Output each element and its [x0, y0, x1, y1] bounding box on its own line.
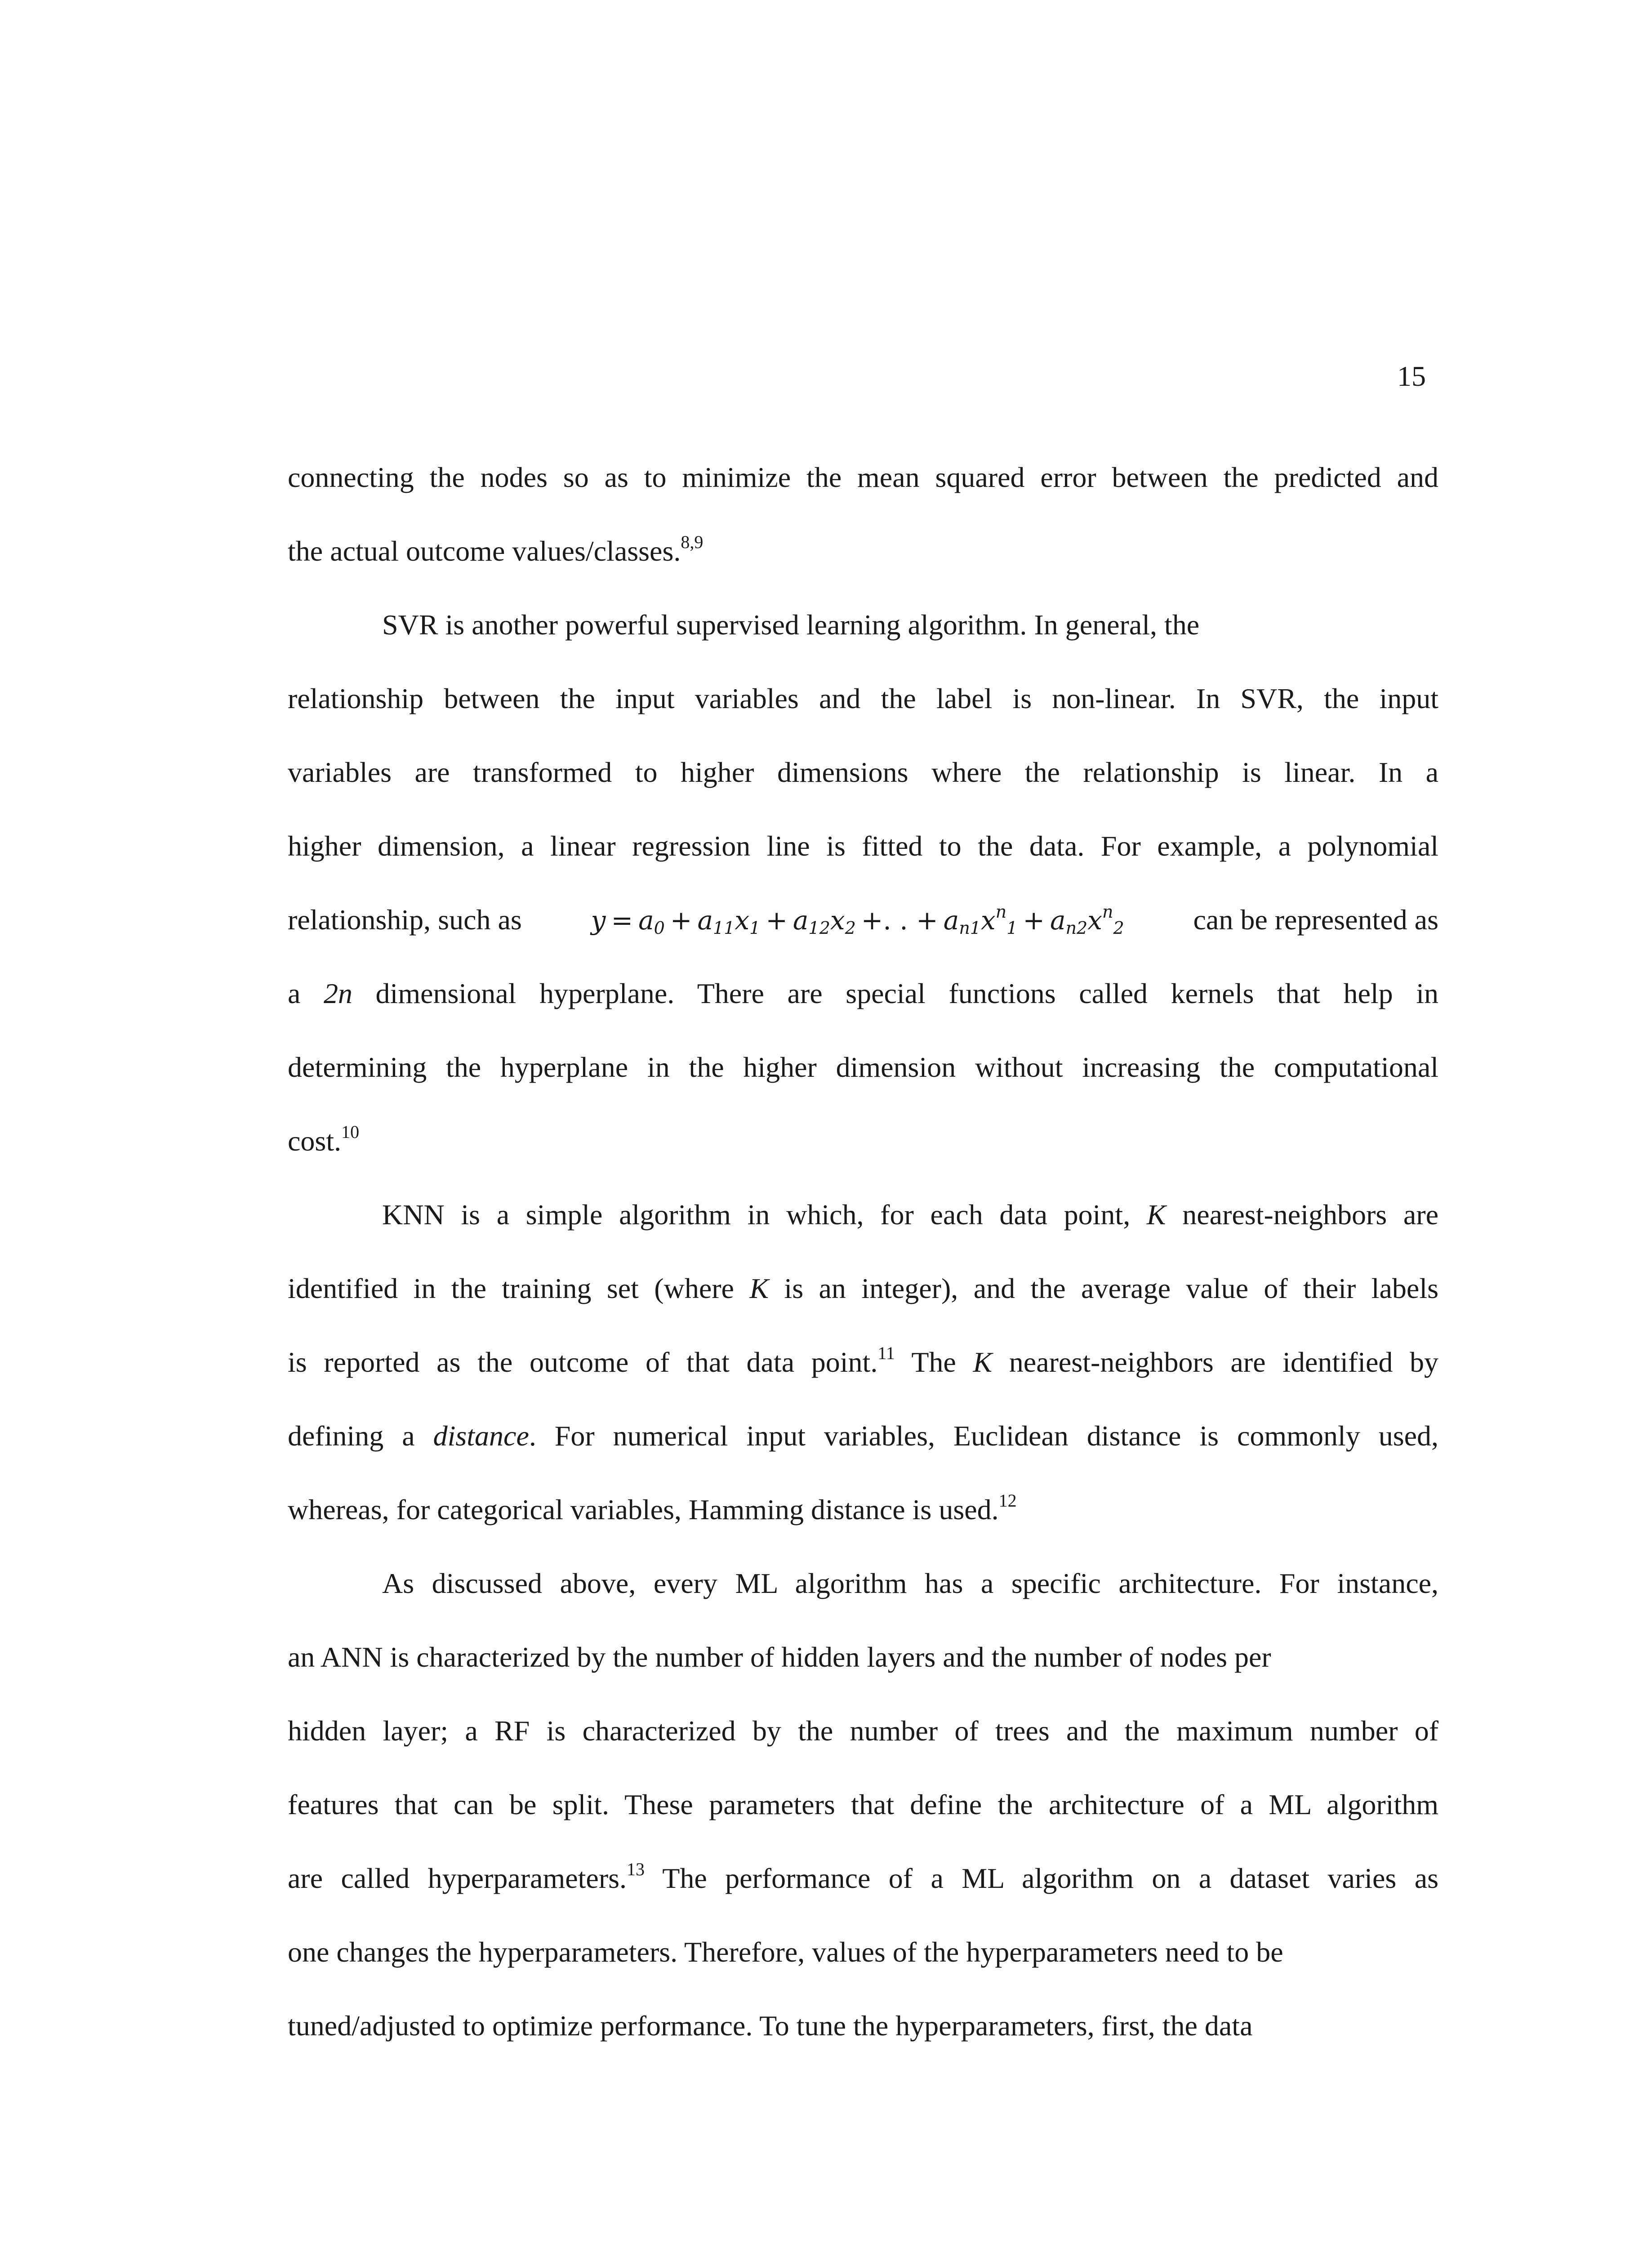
p3-line-2: identified in the training set (where K is an integer), and the average value of their labels: [288, 1272, 1439, 1304]
p2-line-5: [288, 883, 1438, 957]
p4-line-7: tuned/adjusted to optimize performance. To tune the hyperparameters, first, the data: [288, 2010, 1253, 2042]
p2-line-2: relationship between the input variables and the label is non-linear. In SVR, the input: [288, 682, 1438, 714]
p4-line-1: As discussed above, every ML algorithm has a specific architecture. For instance,: [382, 1567, 1438, 1599]
citation-ref: 12: [998, 1490, 1017, 1511]
p2-line-4: higher dimension, a linear regression line is fitted to the data. For example, a polynomial: [288, 830, 1438, 862]
p4-line-6: one changes the hyperparameters. Therefore, values of the hyperparameters need to be: [288, 1936, 1283, 1968]
body-text: [288, 441, 1438, 2063]
p1-line-1: connecting the nodes so as to minimize the mean squared error between the predicted and: [288, 461, 1438, 493]
citation-ref: 11: [877, 1343, 895, 1363]
p4-line-4: features that can be split. These parameters that define the architecture of a ML algorithm: [288, 1789, 1438, 1820]
p4-line-2: an ANN is characterized by the number of hidden layers and the number of nodes per: [288, 1641, 1271, 1673]
p3-line-5: whereas, for categorical variables, Hamming distance is used.$^{12}$: [288, 1490, 1017, 1525]
p1-line-2: [288, 514, 1438, 588]
p3-line-1: KNN is a simple algorithm in which, for each data point, K nearest-neighbors are: [382, 1199, 1439, 1231]
p2-line-6: a 2n dimensional hyperplane. There are special functions called kernels that help in: [288, 977, 1439, 1009]
p3-line-3: is reported as the outcome of that data point.$^{11}$ The K nearest-neighbors are identified by: [288, 1343, 1439, 1378]
p4-line-5: are called hyperparameters.$^{13}$ The performance of a ML algorithm on a dataset varies as: [288, 1859, 1439, 1894]
p2-line-5-pre: relationship, such as: [288, 904, 522, 936]
p2-line-3: variables are transformed to higher dimensions where the relationship is linear. In a: [288, 756, 1438, 788]
p2-line-5-post: can be represented as: [1193, 904, 1438, 936]
citation-ref: 8,9: [681, 531, 704, 552]
p2-line-8: cost.$^{10}$: [288, 1121, 360, 1157]
p2-line-1: SVR is another powerful supervised learning algorithm. In general, the: [382, 609, 1200, 641]
polynomial-equation: $y = a_0 + a_{11}x_1 + a_{12}x_2$ +. . + $a_{n1}x^n_1 + a_{n2}x^n_2$: [591, 901, 1124, 938]
p4-line-3: hidden layer; a RF is characterized by the number of trees and the maximum number of: [288, 1715, 1438, 1747]
p3-line-4: defining a distance. For numerical input variables, Euclidean distance is commonly used,: [288, 1420, 1439, 1452]
p2-line-7: determining the hyperplane in the higher dimension without increasing the computational: [288, 1051, 1438, 1083]
citation-ref: 10: [341, 1121, 360, 1142]
page-number: 15: [1397, 360, 1426, 392]
citation-ref: 13: [627, 1859, 645, 1879]
p1-line-2-text: the actual outcome values/classes.: [288, 535, 681, 567]
emphasis-2n: 2n: [323, 977, 352, 1009]
